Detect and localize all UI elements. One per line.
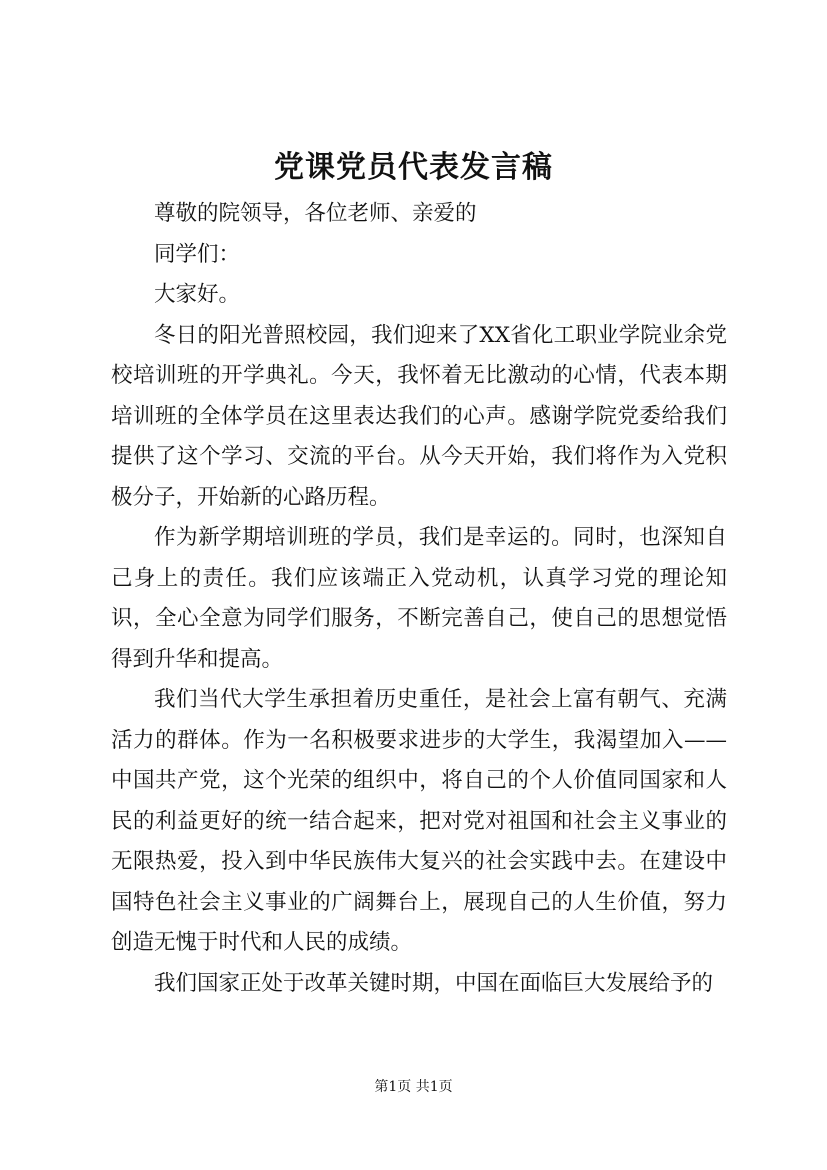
- salutation-line-1: 尊敬的院领导，各位老师、亲爱的: [154, 201, 477, 226]
- document-title: 党课党员代表发言稿: [274, 150, 553, 185]
- salutation-line-2: 同学们：: [154, 241, 241, 267]
- paragraph: 作为新学期培训班的学员，我们是幸运的。同时，也深知自己身上的责任。我们应该端正入党动机，认真学习党的理论知识，全心全意为同学们服务，不断完善自己，使自己的思想觉悟得到升华和提高。: [111, 525, 727, 672]
- paragraph: 我们国家正处于改革关键时期，中国在面临巨大发展给予的: [154, 970, 714, 996]
- paragraph: 冬日的阳光普照校园，我们迎来了XX省化工职业学院业余党校培训班的开学典礼。今天，我怀着无比激动的心情，代表本期培训班的全体学员在这里表达我们的心声。感谢学院党委给我们提供了这个学习、交流的平台。从今天开始，我们将作为入党积极分子，开始新的心路历程。: [111, 322, 727, 510]
- page-number-footer: 第1页 共1页: [374, 1079, 453, 1095]
- greeting: 大家好。: [154, 282, 241, 307]
- document-body: [111, 194, 727, 1004]
- paragraph: 我们当代大学生承担着历史重任，是社会上富有朝气、充满活力的群体。作为一名积极要求进步的大学生，我渴望加入——中国共产党，这个光荣的组织中，将自己的个人价值同国家和人民的利益更好的统一结合起来，把对党对祖国和社会主义事业的无限热爱，投入到中华民族伟大复兴的社会实践中去。在建设中国特色社会主义事业的广阔舞台上，展现自己的人生价值，努力创造无愧于时代和人民的成绩。: [111, 687, 727, 955]
